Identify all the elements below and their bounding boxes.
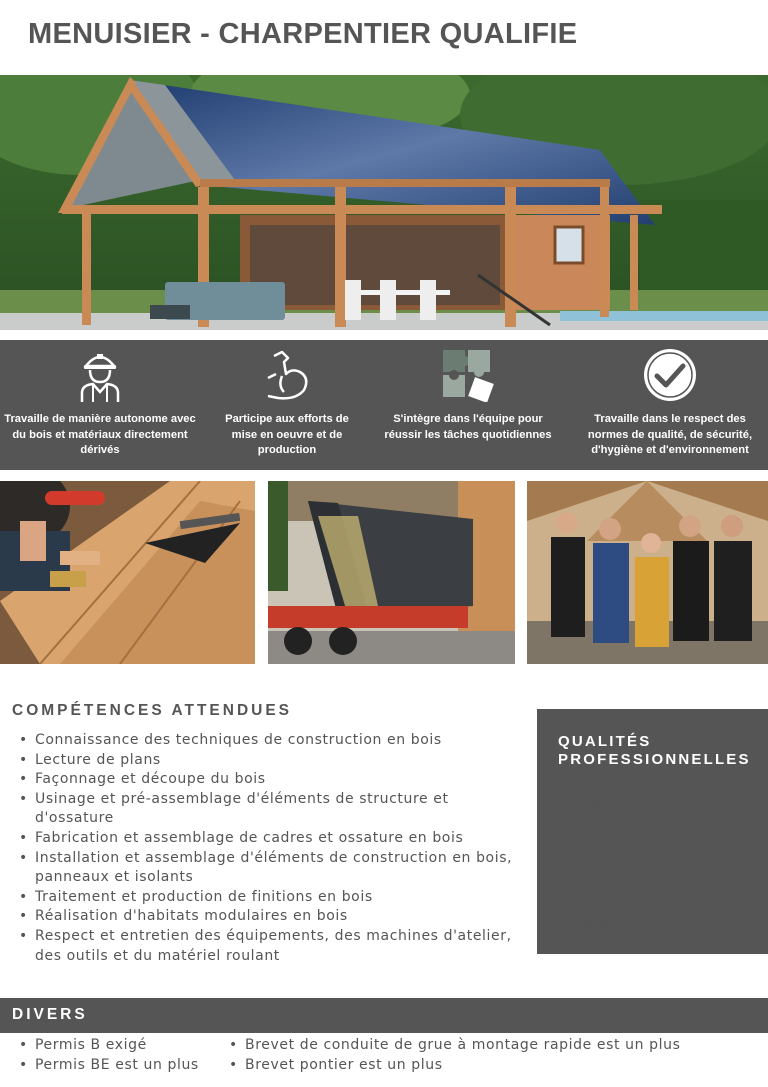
list-item: • Fabrication et assemblage de cadres et ossature en bois	[13, 829, 543, 849]
list-item: • Traitement et production de finitions en bois	[13, 888, 543, 908]
qualites-list	[561, 778, 679, 935]
feature-text: Participe aux efforts de mise en oeuvre et de production	[225, 413, 349, 456]
feature-text: Travaille de manière autonome avec du bois et matériaux directement dérivés	[4, 413, 196, 456]
list-item: • Lecture de plans	[13, 751, 543, 771]
list-item: • Exemplaire	[561, 856, 679, 876]
list-item: • Introspectif	[561, 915, 679, 935]
list-item: • Façonnage et découpe du bois	[13, 770, 543, 790]
feature-item-teamwork	[376, 340, 560, 470]
photo-team	[527, 481, 768, 664]
competences-list	[13, 731, 543, 966]
list-item: • Expérimenté	[561, 778, 679, 798]
page-title: MENUISIER - CHARPENTIER QUALIFIE	[28, 18, 578, 50]
competences-title: COMPÉTENCES ATTENDUES	[12, 702, 293, 719]
list-item: • Usinage et pré-assemblage d'éléments de structure et d'ossature	[13, 790, 543, 829]
list-item: • Rigoureux	[561, 896, 679, 916]
divers-list-col1	[13, 1036, 199, 1075]
list-item: • Permis BE est un plus	[13, 1056, 199, 1076]
feature-item-standards	[572, 340, 768, 470]
feature-text: Travaille dans le respect des normes de qualité, de sécurité, d'hygiène et d'environnement	[587, 413, 753, 456]
photo-woodworking	[0, 481, 255, 664]
qualites-title	[558, 733, 751, 769]
feature-item-production	[206, 340, 368, 470]
strong-arm-icon	[260, 348, 314, 402]
list-item: • Installation et assemblage d'éléments de construction en bois, panneaux et isolants	[13, 849, 543, 888]
divers-list-col2	[223, 1036, 681, 1075]
qualites-title-line2: PROFESSIONNELLES	[558, 751, 751, 768]
list-item: • Brevet pontier est un plus	[223, 1056, 681, 1076]
photo-modular-unit	[268, 481, 515, 664]
worker-icon	[73, 348, 127, 402]
list-item: • Coopératif	[561, 837, 679, 857]
features-band	[0, 340, 768, 470]
list-item: • Permis B exigé	[13, 1036, 199, 1056]
list-item: • Brevet de conduite de grue à montage rapide est un plus	[223, 1036, 681, 1056]
list-item: • Réalisation d'habitats modulaires en bois	[13, 907, 543, 927]
list-item: • Clair	[561, 798, 679, 818]
divers-title: DIVERS	[12, 1006, 88, 1023]
checkmark-circle-icon	[643, 348, 697, 402]
list-item: • Respect et entretien des équipements, des machines d'atelier, des outils et du matériel roulant	[13, 927, 543, 966]
qualites-title-line1: QUALITÉS	[558, 733, 652, 750]
list-item: • Organisé	[561, 876, 679, 896]
list-item: • Connaissance des techniques de construction en bois	[13, 731, 543, 751]
divers-bar	[0, 998, 768, 1033]
feature-text: S'intègre dans l'équipe pour réussir les tâches quotidiennes	[384, 413, 552, 441]
hero-photo-pool-house	[0, 75, 768, 330]
feature-item-autonomous	[0, 340, 200, 470]
list-item: • Dynamique	[561, 817, 679, 837]
puzzle-icon	[441, 348, 495, 402]
